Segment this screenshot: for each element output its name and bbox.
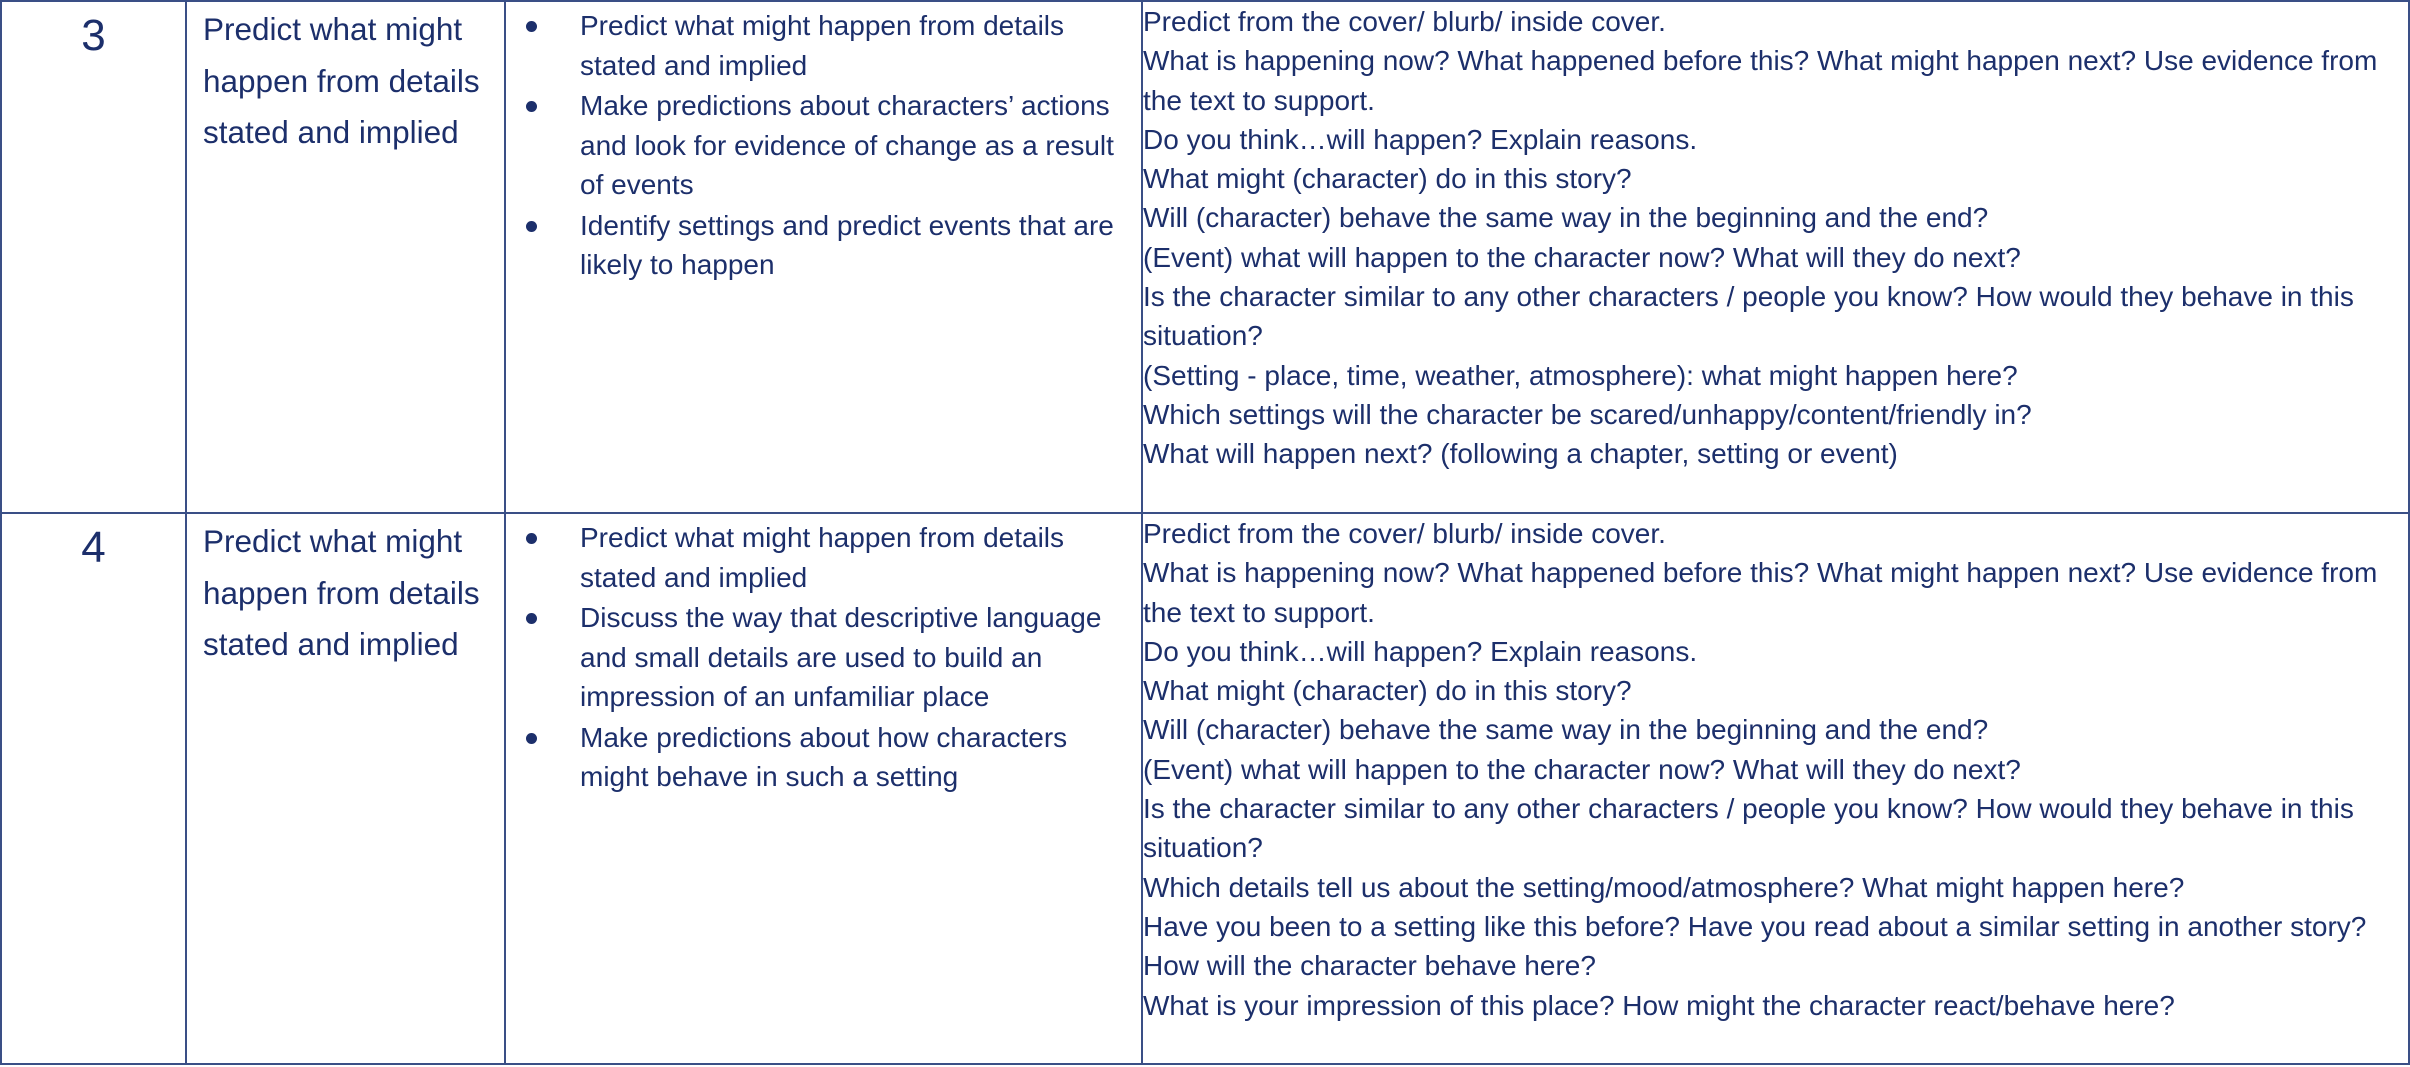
table-row: [1, 513, 2409, 1064]
question-line: Is the character similar to any other characters / people you know? How would they behave in this situation?: [1143, 281, 2354, 352]
year-cell: [1, 1, 186, 513]
questions-cell: [1142, 1, 2409, 513]
questions-cell: [1142, 513, 2409, 1064]
question-line: (Setting - place, time, weather, atmosphere): what might happen here?: [1143, 359, 2018, 391]
bullet-icon: [526, 101, 537, 112]
question-line: What is happening now? What happened before this? What might happen next? Use evidence from the text to support.: [1143, 45, 2378, 116]
objective-cell: [186, 513, 505, 1064]
bullet-icon: [526, 21, 537, 32]
objective-text: Predict what might happen from details stated and implied: [203, 11, 480, 150]
question-line: Which settings will the character be scared/unhappy/content/friendly in?: [1143, 398, 2032, 430]
question-line: Predict from the cover/ blurb/ inside cover.: [1143, 6, 1666, 37]
focus-list: [506, 2, 1141, 285]
question-line: What might (character) do in this story?: [1143, 163, 1632, 195]
bullet-icon: [526, 533, 537, 544]
focus-list: [506, 514, 1141, 797]
bullet-icon: [526, 221, 537, 232]
focus-text: Make predictions about characters’ actions and look for evidence of change as a result of events: [580, 90, 1114, 200]
question-line: Which details tell us about the setting/mood/atmosphere? What might happen here?: [1143, 871, 2185, 903]
bullet-icon: [526, 733, 537, 744]
question-line: Do you think…will happen? Explain reasons.: [1143, 123, 1698, 155]
focus-text: Predict what might happen from details stated and implied: [580, 10, 1065, 81]
question-line: Predict from the cover/ blurb/ inside cover.: [1143, 518, 1666, 549]
focus-text: Predict what might happen from details stated and implied: [580, 522, 1065, 593]
question-line: (Event) what will happen to the character now? What will they do next?: [1143, 753, 2021, 785]
question-line: (Event) what will happen to the character now? What will they do next?: [1143, 241, 2021, 273]
question-line: What will happen next? (following a chapter, setting or event): [1143, 438, 1898, 470]
focus-cell: [505, 1, 1142, 513]
list-item: [506, 598, 1133, 717]
focus-text: Discuss the way that descriptive language and small details are used to build an impression of an unfamiliar place: [580, 602, 1102, 712]
objective-text: Predict what might happen from details stated and implied: [203, 523, 480, 662]
objective-cell: [186, 1, 505, 513]
bullet-icon: [526, 613, 537, 624]
focus-text: Identify settings and predict events that are likely to happen: [580, 209, 1114, 280]
list-item: [506, 6, 1133, 85]
list-item: [506, 718, 1133, 797]
question-line: What is happening now? What happened before this? What might happen next? Use evidence from the text to support.: [1143, 557, 2378, 628]
question-line: Will (character) behave the same way in the beginning and the end?: [1143, 714, 1989, 746]
year-cell: [1, 513, 186, 1064]
focus-cell: [505, 513, 1142, 1064]
question-line: Have you been to a setting like this before? Have you read about a similar setting in another story? How will the character behave here?: [1143, 910, 2367, 982]
question-line: What might (character) do in this story?: [1143, 675, 1632, 707]
question-line: Is the character similar to any other characters / people you know? How would they behave in this situation?: [1143, 793, 2354, 864]
table-row: [1, 1, 2409, 513]
list-item: [506, 518, 1133, 597]
question-line: What is your impression of this place? How might the character react/behave here?: [1143, 989, 2175, 1021]
focus-text: Make predictions about how characters might behave in such a setting: [580, 721, 1068, 792]
question-line: Do you think…will happen? Explain reasons.: [1143, 635, 1698, 667]
list-item: [506, 206, 1133, 285]
list-item: [506, 86, 1133, 205]
year-number: 4: [81, 523, 106, 572]
year-number: 3: [81, 11, 106, 60]
question-line: Will (character) behave the same way in the beginning and the end?: [1143, 202, 1989, 234]
